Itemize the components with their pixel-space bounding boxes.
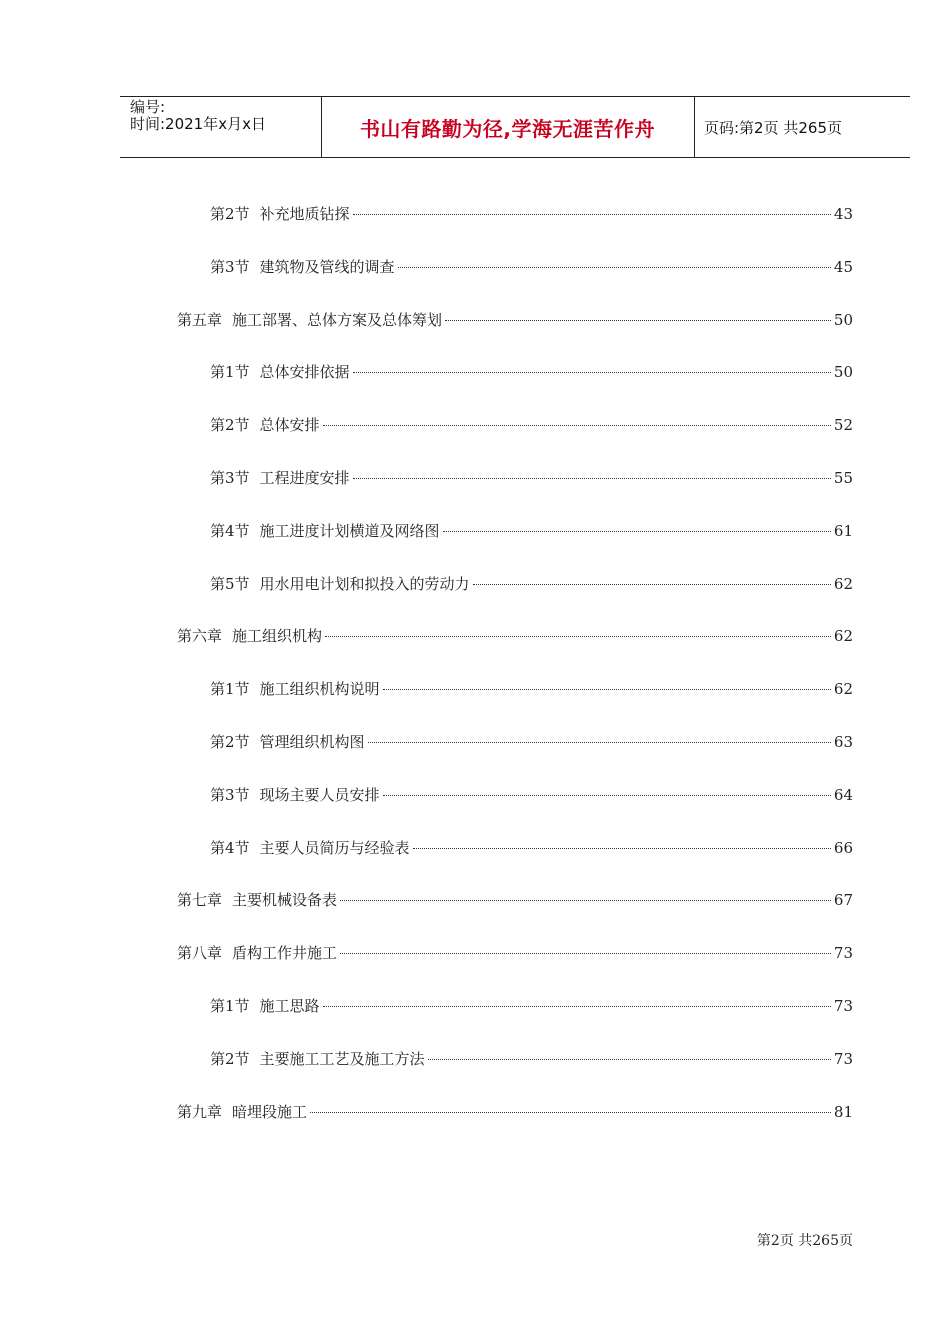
toc-chapter-entry[interactable] — [177, 1101, 853, 1123]
toc-entry-number: 第3节 — [210, 785, 250, 804]
toc-dot-leader — [325, 635, 831, 637]
toc-dot-leader — [310, 1111, 831, 1113]
toc-entry-page-number: 67 — [833, 891, 853, 910]
toc-entry-page-number: 62 — [833, 627, 853, 646]
header-motto: 书山有路勤为径,学海无涯苦作舟 — [359, 116, 656, 141]
toc-chapter-entry[interactable] — [177, 309, 853, 331]
toc-entry-page-number: 52 — [833, 416, 853, 435]
time-label: 时间:2021年x月x日 — [130, 115, 266, 133]
toc-entry-page-number: 62 — [833, 680, 853, 699]
toc-dot-leader — [368, 741, 831, 743]
toc-entry-title: 主要机械设备表 — [232, 891, 338, 910]
toc-section-entry[interactable] — [210, 203, 853, 225]
toc-entry-title: 施工进度计划横道及网络图 — [259, 521, 440, 540]
toc-entry-page-number: 50 — [833, 310, 853, 329]
toc-dot-leader — [398, 266, 831, 268]
toc-section-entry[interactable] — [210, 256, 853, 278]
toc-entry-page-number: 63 — [833, 733, 853, 751]
toc-entry-page-number: 43 — [833, 205, 853, 223]
toc-section-entry[interactable] — [210, 995, 853, 1017]
toc-section-entry[interactable] — [210, 731, 853, 753]
toc-dot-leader — [445, 319, 831, 321]
toc-entry-number: 第九章 — [177, 1102, 223, 1121]
toc-entry-title: 工程进度安排 — [259, 469, 350, 487]
toc-entry-title: 总体安排 — [259, 416, 320, 435]
toc-entry-number: 第3节 — [210, 257, 250, 276]
toc-entry-page-number: 55 — [833, 469, 853, 487]
toc-section-entry[interactable] — [210, 467, 853, 489]
toc-entry-page-number: 64 — [833, 785, 853, 804]
toc-entry-page-number: 81 — [833, 1102, 853, 1121]
serial-label: 编号: — [130, 98, 166, 116]
toc-entry-page-number: 61 — [833, 521, 853, 540]
toc-entry-page-number: 73 — [833, 997, 853, 1015]
toc-section-entry[interactable] — [210, 520, 853, 542]
document-header — [120, 96, 910, 158]
toc-chapter-entry[interactable] — [177, 889, 853, 911]
toc-entry-page-number: 73 — [833, 1049, 853, 1068]
toc-entry-number: 第3节 — [210, 469, 250, 487]
toc-dot-leader — [428, 1058, 831, 1060]
toc-dot-leader — [443, 530, 831, 532]
toc-entry-number: 第五章 — [177, 310, 223, 329]
toc-entry-page-number: 50 — [833, 363, 853, 382]
toc-dot-leader — [353, 213, 831, 215]
toc-dot-leader — [353, 477, 831, 479]
toc-dot-leader — [340, 952, 831, 954]
header-divider — [694, 97, 695, 157]
toc-dot-leader — [383, 794, 831, 796]
toc-entry-number: 第2节 — [210, 1049, 250, 1068]
toc-dot-leader — [323, 424, 831, 426]
toc-section-entry[interactable] — [210, 414, 853, 436]
toc-entry-number: 第4节 — [210, 838, 250, 857]
toc-entry-title: 补充地质钻探 — [259, 205, 350, 223]
toc-entry-number: 第1节 — [210, 680, 250, 699]
page-footer: 第2页 共265页 — [756, 1233, 853, 1249]
toc-chapter-entry[interactable] — [177, 942, 853, 964]
toc-entry-number: 第1节 — [210, 997, 250, 1015]
toc-entry-title: 用水用电计划和拟投入的劳动力 — [259, 574, 470, 593]
toc-entry-page-number: 66 — [833, 838, 853, 857]
toc-entry-number: 第七章 — [177, 891, 223, 910]
toc-entry-page-number: 45 — [833, 257, 853, 276]
toc-entry-title: 建筑物及管线的调查 — [259, 257, 395, 276]
toc-section-entry[interactable] — [210, 361, 853, 383]
toc-entry-number: 第八章 — [177, 944, 223, 963]
toc-section-entry[interactable] — [210, 573, 853, 595]
toc-entry-number: 第2节 — [210, 733, 250, 751]
toc-dot-leader — [340, 899, 831, 901]
toc-section-entry[interactable] — [210, 784, 853, 806]
toc-section-entry[interactable] — [210, 678, 853, 700]
toc-entry-number: 第4节 — [210, 521, 250, 540]
toc-entry-page-number: 62 — [833, 574, 853, 593]
toc-section-entry[interactable] — [210, 1048, 853, 1070]
toc-entry-title: 现场主要人员安排 — [259, 785, 380, 804]
toc-entry-title: 施工部署、总体方案及总体筹划 — [232, 310, 443, 329]
toc-dot-leader — [473, 583, 831, 585]
toc-entry-title: 施工组织机构 — [232, 627, 323, 646]
toc-entry-title: 盾构工作井施工 — [232, 944, 338, 963]
toc-entry-title: 施工组织机构说明 — [259, 680, 380, 699]
toc-entry-number: 第1节 — [210, 363, 250, 382]
toc-entry-number: 第2节 — [210, 416, 250, 435]
toc-entry-number: 第5节 — [210, 574, 250, 593]
toc-entry-title: 管理组织机构图 — [259, 733, 365, 751]
toc-dot-leader — [353, 371, 831, 373]
toc-entry-title: 总体安排依据 — [259, 363, 350, 382]
toc-dot-leader — [323, 1005, 831, 1007]
toc-dot-leader — [383, 688, 831, 690]
toc-entry-title: 施工思路 — [259, 997, 320, 1015]
header-page-info: 页码:第2页 共265页 — [704, 118, 842, 137]
toc-entry-title: 主要人员简历与经验表 — [259, 838, 410, 857]
toc-entry-title: 暗埋段施工 — [232, 1102, 308, 1121]
toc-dot-leader — [413, 847, 831, 849]
toc-entry-number: 第2节 — [210, 205, 250, 223]
toc-section-entry[interactable] — [210, 837, 853, 859]
toc-chapter-entry[interactable] — [177, 625, 853, 647]
toc-entry-number: 第六章 — [177, 627, 223, 646]
header-meta — [130, 99, 266, 133]
toc-entry-title: 主要施工工艺及施工方法 — [259, 1049, 425, 1068]
toc-entry-page-number: 73 — [833, 944, 853, 963]
